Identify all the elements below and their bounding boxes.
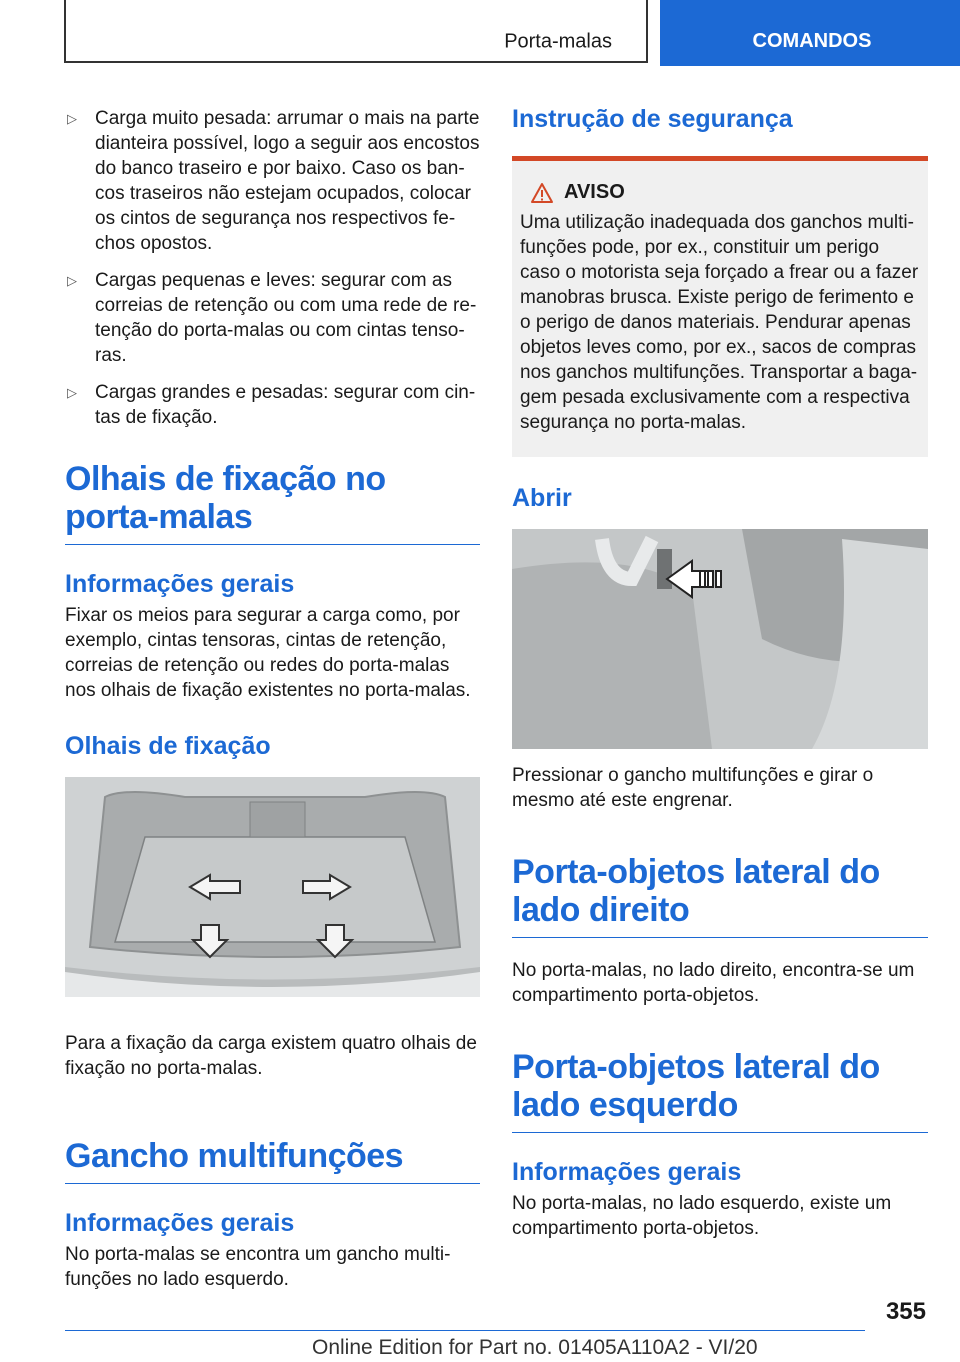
right-column (512, 100, 928, 1241)
footer-divider (65, 1330, 865, 1331)
paragraph: Fixar os meios para segurar a carga como, por exemplo, cintas tensoras, cintas de retenção, correias de retenção ou redes do porta-malas nos olhais de fixação existentes no porta-malas. (65, 605, 471, 701)
list-item (65, 106, 480, 256)
paragraph: No porta-malas, no lado direito, encontra-se um compartimento porta-objetos. (512, 960, 915, 1006)
page-header (0, 0, 960, 66)
warning-box (512, 156, 928, 457)
heading-informacoes-gerais: Informações gerais (512, 1158, 742, 1186)
heading-instrucao-seguranca: Instrução de segurança (512, 105, 793, 133)
paragraph: Pressionar o gancho multifunções e girar o mesmo até este engrenar. (512, 765, 874, 811)
left-column (65, 100, 480, 1292)
footer-edition: Online Edition for Part no. 01405A110A2 - VI/20 (312, 1336, 758, 1359)
list-item (65, 380, 480, 430)
paragraph: Para a fixação da carga existem quatro olhais de fixação no porta-malas. (65, 1033, 477, 1079)
trunk-illustration (65, 777, 480, 997)
heading-informacoes-gerais: Informações gerais (65, 570, 295, 598)
heading-gancho-multifuncoes: Gancho multifunções (65, 1137, 480, 1184)
triangle-bullet-icon: ▷ (67, 111, 77, 126)
heading-informacoes-gerais: Informações gerais (65, 1209, 295, 1237)
bullet-text: Carga muito pesada: arrumar o mais na parte dianteira possível, logo a seguir aos encostos do banco traseiro e por baixo. Caso os bancos traseiros não estejam ocupados, colocar os cintos de segurança nos respectivos fechos opostos. (95, 108, 480, 254)
warning-label: AVISO (564, 181, 625, 203)
heading-porta-objetos-esquerdo: Porta-objetos lateral do lado esquerdo (512, 1048, 928, 1133)
heading-olhais: Olhais de fixação (65, 732, 271, 760)
hook-illustration (512, 529, 928, 749)
warning-text: Uma utilização inadequada dos ganchos multifunções pode, por ex., constituir um perigo caso o motorista seja forçado a frear ou a fazer manobras brusca. Existe perigo de ferimento e o perigo de danos materiais. Pendurar apenas objetos leves como, por ex., sacos de compras nos ganchos multifunções. Transportar a bagagem pesada exclusivamente com a respectiva segurança no porta-malas. (520, 212, 919, 433)
warning-triangle-icon (530, 182, 554, 204)
header-tab (64, 0, 648, 63)
heading-abrir: Abrir (512, 484, 572, 512)
paragraph: No porta-malas, no lado esquerdo, existe um compartimento porta-objetos. (512, 1193, 892, 1239)
paragraph: No porta-malas se encontra um gancho multifunções no lado esquerdo. (65, 1244, 451, 1290)
warning-title (520, 181, 920, 204)
trunk-floor-image (65, 777, 480, 997)
chapter-label: COMANDOS (660, 0, 960, 66)
heading-porta-objetos-direito: Porta-objetos lateral do lado direito (512, 853, 928, 938)
triangle-bullet-icon: ▷ (67, 273, 77, 288)
triangle-bullet-icon: ▷ (67, 385, 77, 400)
hook-image (512, 529, 928, 749)
list-item (65, 268, 480, 368)
bullet-text: Cargas grandes e pesadas: segurar com cintas de fixação. (95, 382, 476, 428)
heading-olhais-fixacao: Olhais de fixação no porta-malas (65, 460, 480, 545)
bullet-text: Cargas pequenas e leves: segurar com as correias de retenção ou com uma rede de retenção do porta-malas ou com cintas tensoras. (95, 270, 477, 366)
section-title: Porta-malas (504, 30, 612, 53)
page-number: 355 (885, 1298, 926, 1325)
